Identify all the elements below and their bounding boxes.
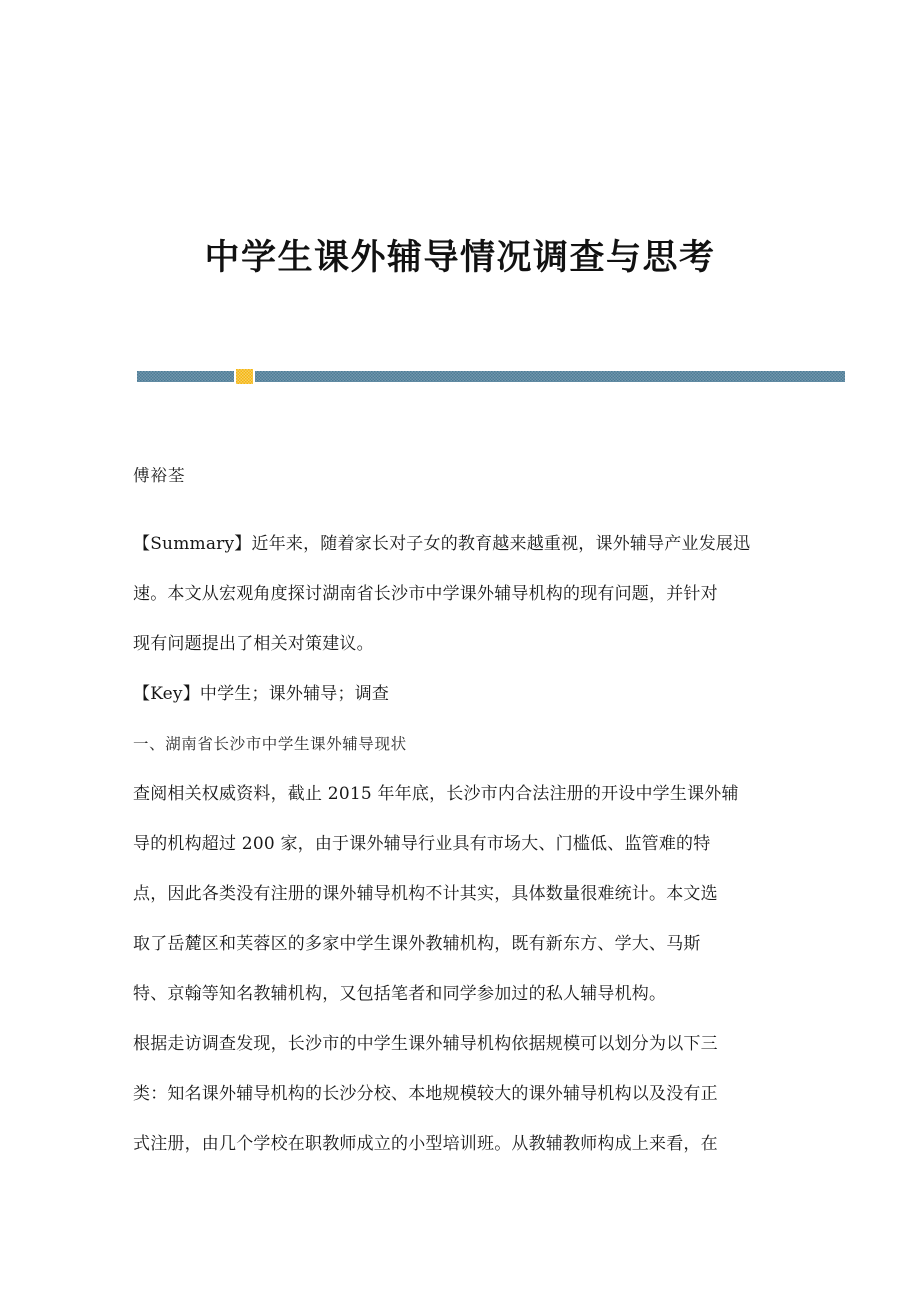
divider-accent-square xyxy=(236,369,253,384)
paragraph-2-line-2: 类：知名课外辅导机构的长沙分校、本地规模较大的课外辅导机构以及没有正 xyxy=(133,1083,718,1104)
paragraph-1-line-4: 取了岳麓区和芙蓉区的多家中学生课外教辅机构，既有新东方、学大、马斯 xyxy=(133,933,701,954)
abstract-line-2: 速。本文从宏观角度探讨湖南省长沙市中学课外辅导机构的现有问题，并针对 xyxy=(133,583,718,604)
paragraph-2-line-1: 根据走访调查发现，长沙市的中学生课外辅导机构依据规模可以划分为以下三 xyxy=(133,1033,718,1054)
section-heading-1: 一、湖南省长沙市中学生课外辅导现状 xyxy=(133,734,407,753)
page-title: 中学生课外辅导情况调查与思考 xyxy=(204,237,716,279)
author-name: 傅裕荃 xyxy=(133,466,186,485)
abstract-line-1: 【Summary】近年来，随着家长对子女的教育越来越重视，课外辅导产业发展迅 xyxy=(133,533,751,554)
paragraph-2-line-3: 式注册，由几个学校在职教师成立的小型培训班。从教辅教师构成上来看，在 xyxy=(133,1133,718,1154)
decorative-divider xyxy=(137,369,845,385)
abstract-line-3: 现有问题提出了相关对策建议。 xyxy=(133,633,374,654)
paragraph-1-line-1: 查阅相关权威资料，截止 2015 年年底，长沙市内合法注册的开设中学生课外辅 xyxy=(133,783,739,804)
keywords-line: 【Key】中学生；课外辅导；调查 xyxy=(133,683,390,704)
document-body xyxy=(133,468,845,1169)
paragraph-1-line-5: 特、京翰等知名教辅机构，又包括笔者和同学参加过的私人辅导机构。 xyxy=(133,983,667,1004)
paragraph-1-line-2: 导的机构超过 200 家，由于课外辅导行业具有市场大、门槛低、监管难的特 xyxy=(133,833,711,854)
paragraph-1-line-3: 点，因此各类没有注册的课外辅导机构不计其实，具体数量很难统计。本文选 xyxy=(133,883,718,904)
